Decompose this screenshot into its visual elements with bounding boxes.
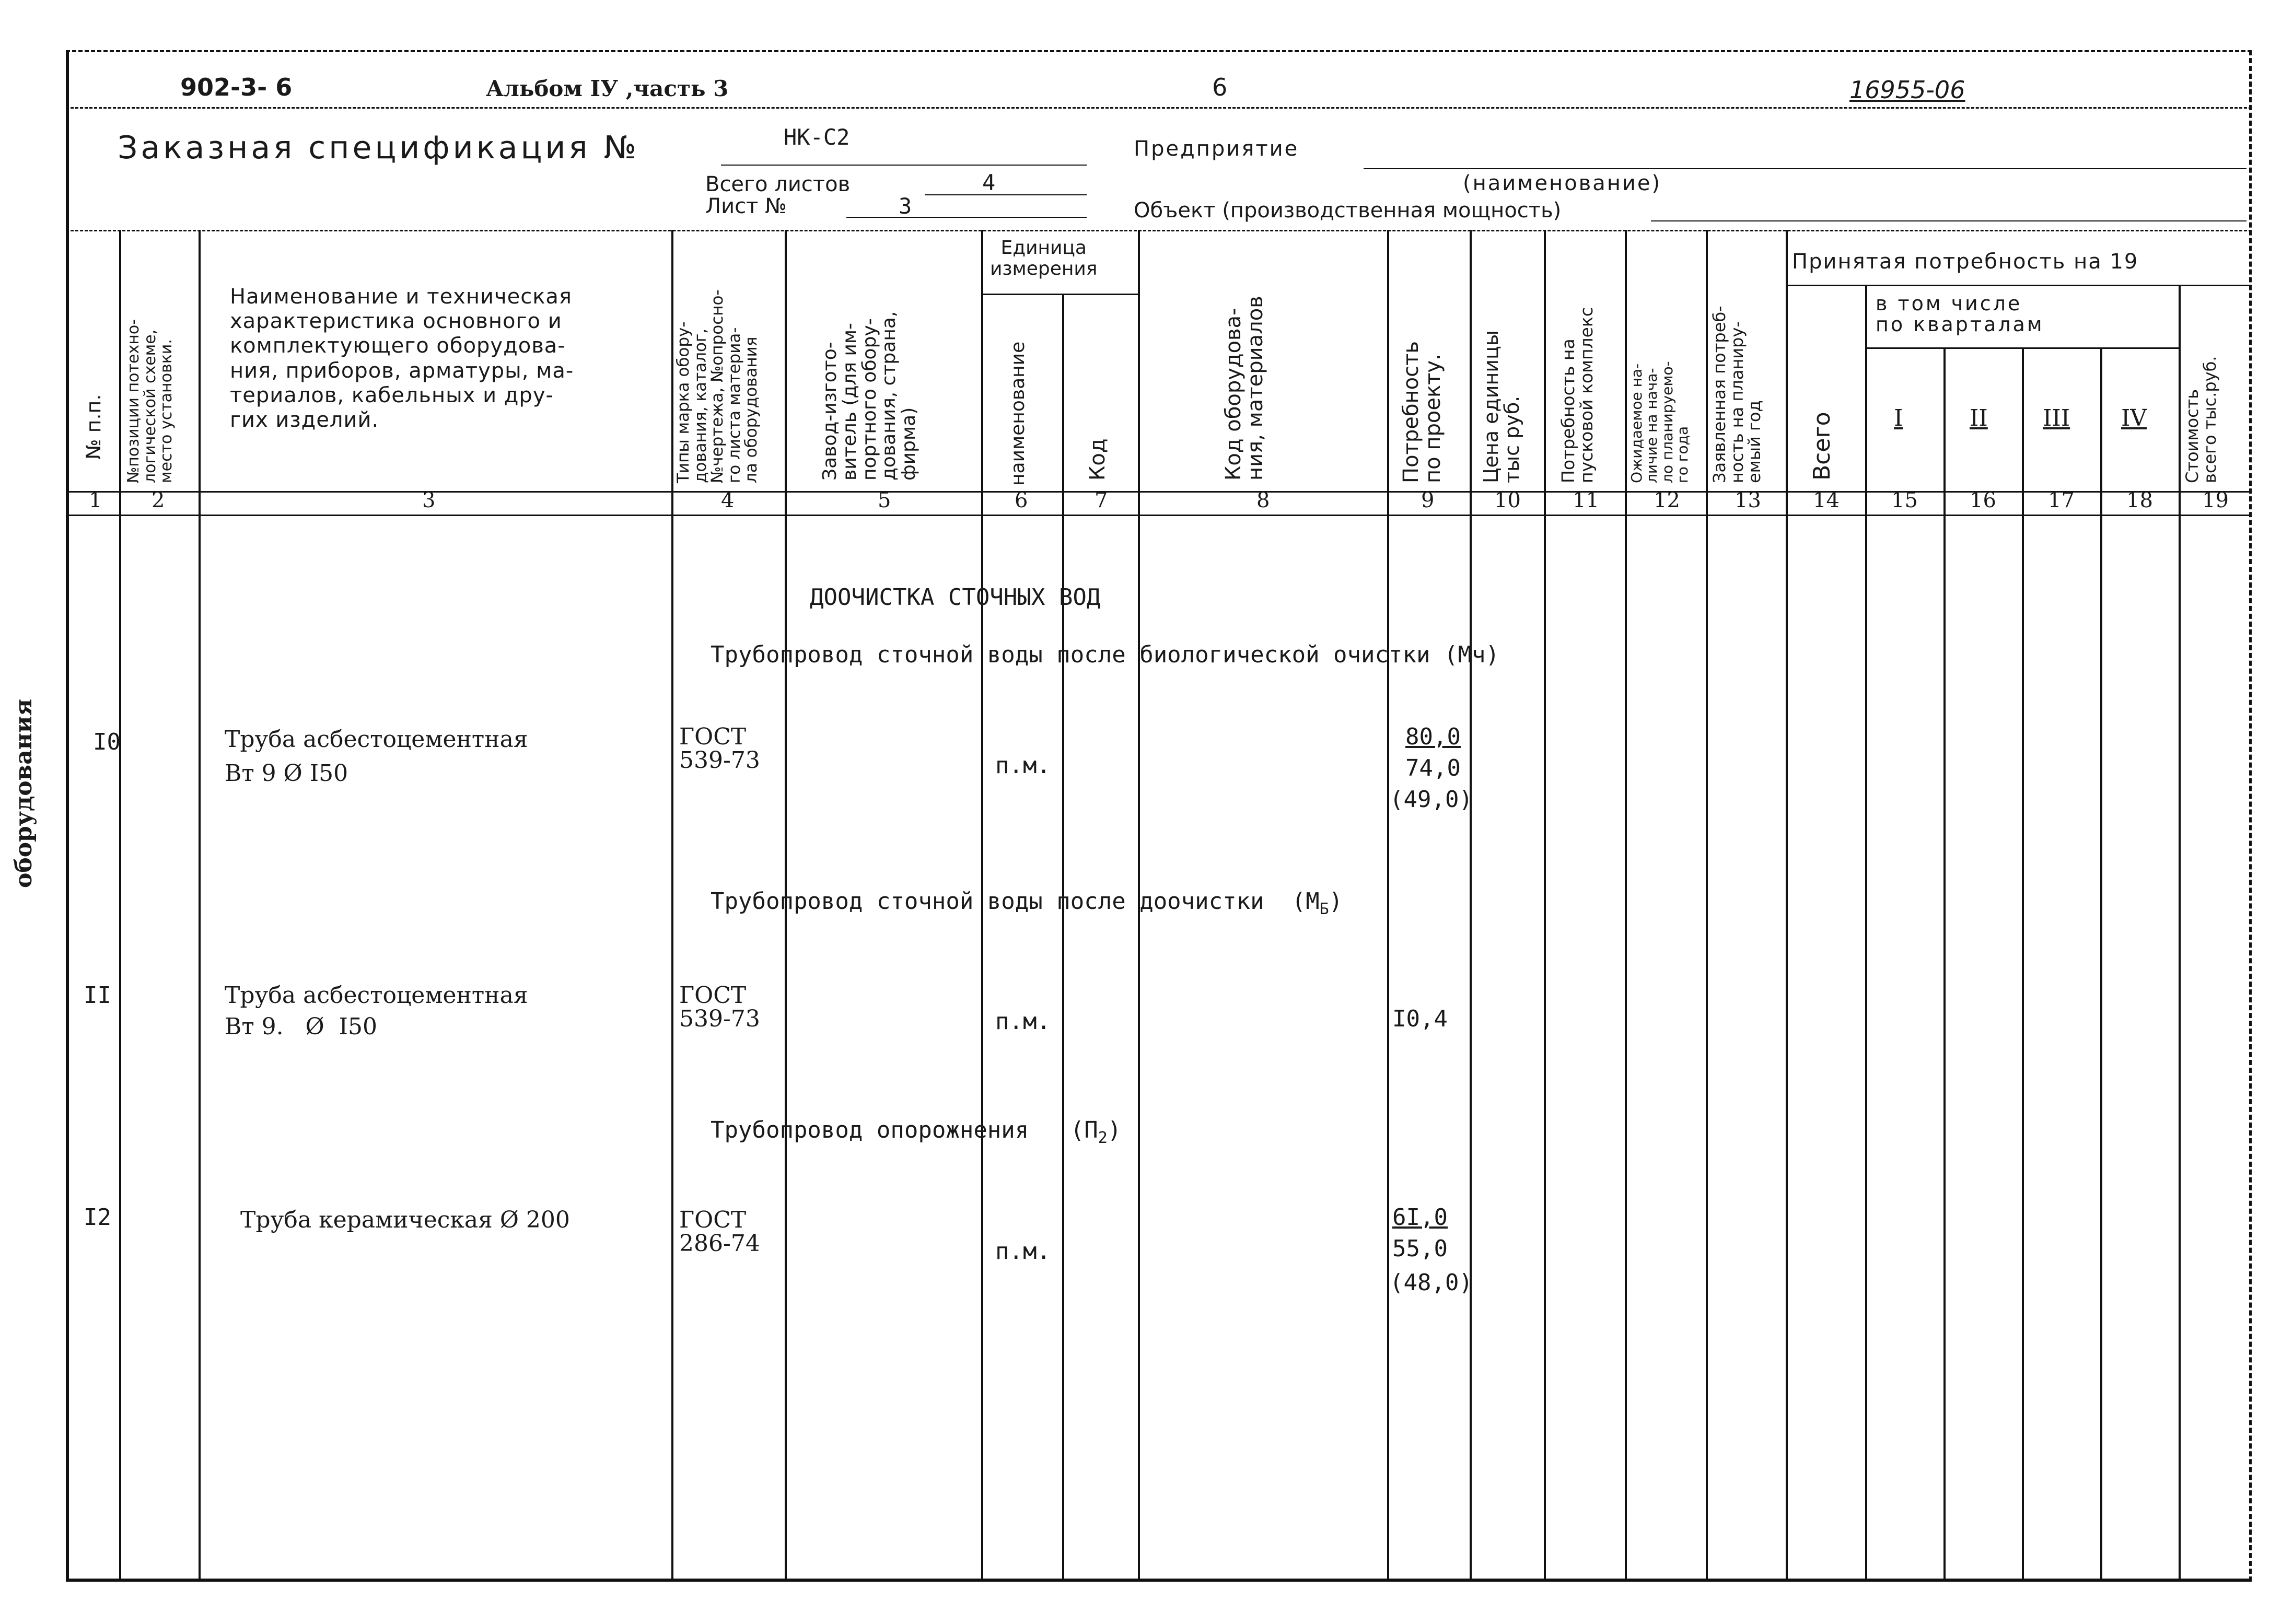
col-number: 8 <box>1256 488 1270 512</box>
header-line <box>66 230 2252 231</box>
accepted-line <box>1786 285 2252 286</box>
col8-header: Код оборудова- ния, материалов <box>1221 296 1267 481</box>
colhead-bottom-line <box>66 491 2252 493</box>
col-number: 12 <box>1654 488 1680 512</box>
col-number: 10 <box>1494 488 1521 512</box>
accepted-header: Принятая потребность на 19 <box>1792 250 2139 274</box>
unit-group-line <box>981 294 1138 295</box>
col-number: 17 <box>2048 488 2075 512</box>
section-heading <box>711 888 1343 918</box>
col-line <box>2179 285 2181 1582</box>
col15-header: I <box>1894 405 1903 431</box>
item-quantity-alt: 74,0 <box>1405 755 1461 781</box>
item-quantity: I0,4 <box>1392 1006 1448 1032</box>
col-number: 3 <box>422 488 436 512</box>
item-quantity: 80,0 <box>1405 723 1461 750</box>
col-line <box>1062 294 1064 1582</box>
col6-header: наименование <box>1007 341 1029 486</box>
col-number: 16 <box>1970 488 1996 512</box>
col-number: 4 <box>721 488 735 512</box>
top-strip-line <box>66 107 2252 109</box>
col-line <box>119 230 121 1582</box>
item-gost: ГОСТ <box>679 1207 747 1233</box>
col-number: 2 <box>152 488 165 512</box>
sheet-line <box>846 217 1087 218</box>
col-number: 6 <box>1015 488 1028 512</box>
col11-header: Потребность на пусковой комплекс <box>1558 307 1597 483</box>
sheet-value: 3 <box>899 193 912 219</box>
col12-header: Ожидаемое на- личие на нача- ло планируемо- го года <box>1628 361 1692 483</box>
item-quantity-prev: (48,0) <box>1390 1269 1473 1296</box>
col17-header: III <box>2043 405 2070 431</box>
total-sheets-value: 4 <box>982 170 996 195</box>
col-line <box>1470 230 1472 1582</box>
row-number: II <box>84 982 111 1009</box>
col5-header: Завод-изгото- витель (для им- портного обору- дования, страна, фирма) <box>819 311 920 481</box>
form-frame <box>66 50 2252 1582</box>
section-heading-subscript: 2 <box>1098 1128 1108 1147</box>
section-heading: ДООЧИСТКА СТОЧНЫХ ВОД <box>810 584 1101 611</box>
album-label: Альбом IУ ,часть 3 <box>486 76 729 101</box>
unit-group-header: Единица измерения <box>990 237 1098 279</box>
total-sheets-line <box>925 194 1087 195</box>
col-line <box>2022 347 2024 1582</box>
section-heading-close: ) <box>1329 888 1343 915</box>
item-name: Труба керамическая Ø 200 <box>240 1207 570 1233</box>
col-line <box>1706 230 1708 1582</box>
naming-label: (наименование) <box>1463 171 1662 195</box>
col-line <box>1865 285 1867 1582</box>
item-quantity-prev: (49,0) <box>1390 786 1473 813</box>
col-number: 7 <box>1095 488 1108 512</box>
section-heading-subscript: Б <box>1319 899 1329 918</box>
col-number: 19 <box>2202 488 2229 512</box>
row-number: I0 <box>93 729 121 755</box>
col-line <box>1786 230 1788 1582</box>
total-sheets-label: Всего листов <box>705 172 851 196</box>
spec-title: Заказная спецификация № <box>118 130 639 166</box>
item-gost: ГОСТ <box>679 982 747 1009</box>
page-number: 6 <box>1212 73 1228 101</box>
col18-header: IV <box>2121 405 2147 431</box>
enterprise-line <box>1364 168 2247 169</box>
col-number: 1 <box>89 488 102 512</box>
item-gost: ГОСТ <box>679 723 747 750</box>
item-gost-number: 286-74 <box>679 1230 760 1257</box>
object-label: Объект (производственная мощность) <box>1134 198 1562 223</box>
project-code: 902-3- 6 <box>180 73 293 101</box>
section-heading-symbol: (М <box>1291 888 1320 915</box>
col-number: 11 <box>1573 488 1599 512</box>
col3-header: Наименование и техническая характеристика основного и комплектующего оборудова- ния, приборов, арматуры, ма- териалов, кабельных и дру- гих изделий. <box>230 285 574 432</box>
col-number: 15 <box>1891 488 1918 512</box>
item-unit: п.м. <box>995 1238 1051 1265</box>
col-number: 18 <box>2126 488 2153 512</box>
section-heading-symbol: (П <box>1070 1117 1098 1143</box>
col10-header: Цена единицы тыс руб. <box>1480 330 1523 483</box>
quarters-header: в том числе по кварталам <box>1876 292 2044 336</box>
col-line <box>1943 347 1946 1582</box>
item-unit: п.м. <box>995 752 1051 779</box>
col4-header: Типы марка обору- дования, каталог, №чертежа, №опросно- го листа материа- ла оборудования <box>674 289 761 483</box>
spec-number-underline <box>721 165 1087 166</box>
col-line <box>199 230 201 1582</box>
colnum-bottom-line <box>66 515 2252 516</box>
sheet-label: Лист № <box>705 194 787 218</box>
col-line <box>1544 230 1546 1582</box>
col19-header: Стоимость всего тыс.руб. <box>2182 356 2220 483</box>
col-line <box>1625 230 1627 1582</box>
item-gost-number: 539-73 <box>679 747 760 774</box>
section-heading <box>711 1117 1121 1147</box>
item-gost-number: 539-73 <box>679 1006 760 1032</box>
col-number: 14 <box>1813 488 1840 512</box>
col1-header: № п.п. <box>82 394 105 460</box>
section-heading-text: Трубопровод сточной воды после доочистки <box>711 888 1264 915</box>
row-number: I2 <box>84 1204 111 1231</box>
spec-number: НК-С2 <box>784 124 850 150</box>
item-spec: Вт 9. Ø I50 <box>225 1013 378 1040</box>
col13-header: Заявленная потреб- ность на планиру- емый год <box>1709 306 1765 483</box>
col-number: 5 <box>878 488 891 512</box>
item-quantity-alt: 55,0 <box>1392 1235 1448 1262</box>
item-name: Труба асбестоцементная <box>225 726 528 753</box>
enterprise-label: Предприятие <box>1134 137 1299 161</box>
col-line <box>671 230 673 1582</box>
col14-header: Всего <box>1809 412 1835 481</box>
col-number: 9 <box>1421 488 1435 512</box>
item-quantity: 6I,0 <box>1392 1204 1448 1231</box>
section-heading-close: ) <box>1107 1117 1122 1143</box>
section-heading: Трубопровод сточной воды после биологической очистки (Мч) <box>711 641 1499 668</box>
col-line <box>1387 230 1389 1582</box>
col7-header: Код <box>1086 438 1110 481</box>
col-number: 13 <box>1735 488 1761 512</box>
side-caption: оборудования <box>10 698 37 888</box>
item-spec: Вт 9 Ø I50 <box>225 760 348 787</box>
col16-header: II <box>1970 405 1988 431</box>
item-name: Труба асбестоцементная <box>225 982 528 1009</box>
col2-header: №позиции потехно- логической схеме, место установки. <box>124 319 176 483</box>
item-unit: п.м. <box>995 1008 1051 1035</box>
section-heading-text: Трубопровод опорожнения <box>711 1117 1029 1143</box>
object-line <box>1651 220 2247 221</box>
col-line <box>2100 347 2102 1582</box>
doc-number: 16955-06 <box>1849 76 1965 104</box>
col9-header: Потребность по проекту. <box>1399 341 1445 483</box>
